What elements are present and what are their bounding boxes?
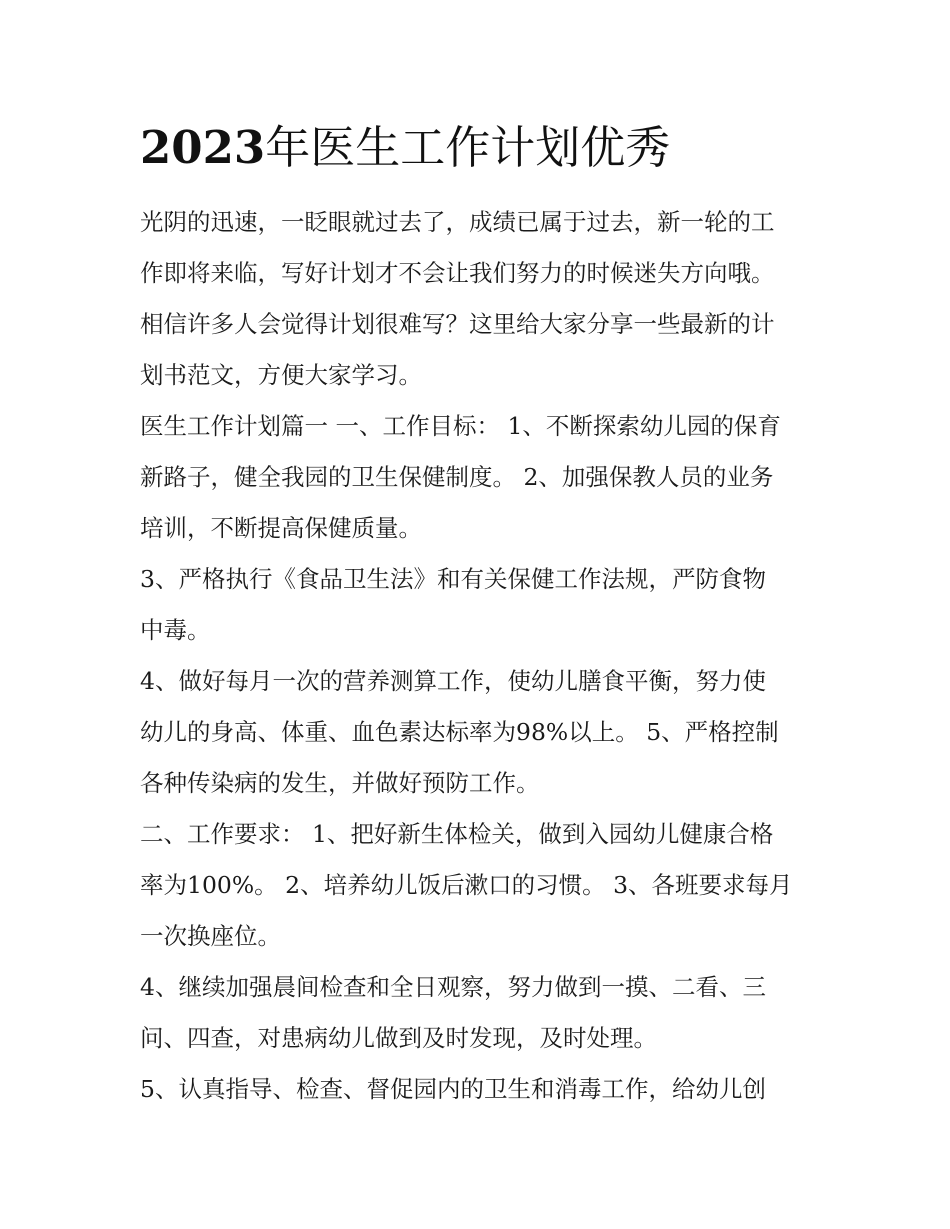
text-line: 医生工作计划篇一 一、工作目标： 1、不断探索幼儿园的保育 bbox=[140, 412, 781, 440]
text-line: 二、工作要求： 1、把好新生体检关，做到入园幼儿健康合格 bbox=[140, 820, 774, 848]
document-body bbox=[140, 197, 820, 1115]
title-year: 2023 bbox=[140, 121, 266, 174]
text-line: 相信许多人会觉得计划很难写？这里给大家分享一些最新的计 bbox=[140, 310, 775, 338]
text-line: 划书范文，方便大家学习。 bbox=[140, 361, 422, 389]
text-line: 新路子，健全我园的卫生保健制度。 2、加强保教人员的业务 bbox=[140, 463, 774, 491]
text-line: 培训，不断提高保健质量。 bbox=[140, 514, 422, 542]
text-line: 一次换座位。 bbox=[140, 922, 281, 950]
title-text: 年医生工作计划优秀 bbox=[265, 121, 671, 174]
text-line: 率为100%。 2、培养幼儿饭后漱口的习惯。 3、各班要求每月 bbox=[140, 871, 793, 899]
text-line: 4、继续加强晨间检查和全日观察，努力做到一摸、二看、三 bbox=[140, 973, 766, 1001]
text-line: 3、严格执行《食品卫生法》和有关保健工作法规，严防食物 bbox=[140, 565, 766, 593]
document-title bbox=[140, 118, 670, 178]
text-line: 幼儿的身高、体重、血色素达标率为98%以上。 5、严格控制 bbox=[140, 718, 779, 746]
text-line: 各种传染病的发生，并做好预防工作。 bbox=[140, 769, 540, 797]
text-line: 问、四查，对患病幼儿做到及时发现，及时处理。 bbox=[140, 1024, 657, 1052]
text-line: 中毒。 bbox=[140, 616, 211, 644]
text-line: 5、认真指导、检查、督促园内的卫生和消毒工作，给幼儿创 bbox=[140, 1075, 766, 1103]
text-line: 4、做好每月一次的营养测算工作，使幼儿膳食平衡，努力使 bbox=[140, 667, 766, 695]
text-line: 作即将来临，写好计划才不会让我们努力的时候迷失方向哦。 bbox=[140, 259, 775, 287]
text-line: 光阴的迅速，一眨眼就过去了，成绩已属于过去，新一轮的工 bbox=[140, 208, 775, 236]
